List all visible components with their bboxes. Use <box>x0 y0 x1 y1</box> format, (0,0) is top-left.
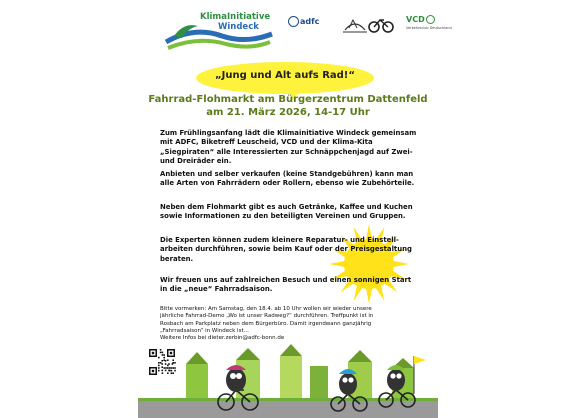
adfc-logo <box>288 16 319 27</box>
siegpiraten-logo <box>341 14 369 36</box>
contact-info: Weitere Infos bei dieter.zerbin@adfc-bonn.de <box>160 335 285 341</box>
qr-module <box>158 367 160 369</box>
qr-module <box>160 352 162 354</box>
qr-module <box>174 362 176 364</box>
qr-module <box>158 365 160 367</box>
qr-module <box>172 372 174 374</box>
qr-module <box>158 362 160 364</box>
event-title: Fahrrad-Flohmarkt am Bürgerzentrum Dattenfeld <box>148 94 428 105</box>
qr-module <box>161 360 163 362</box>
flyer <box>138 0 452 418</box>
qr-module <box>172 367 174 369</box>
paragraph-selling: Anbieten und selber verkaufen (keine Standgebühren) kann man alle Arten von Fahrrädern oder Rollern, ebenso wie Zubehörteile. <box>160 170 415 188</box>
adfc-logo-text: adfc <box>300 17 320 26</box>
qr-module <box>167 359 169 361</box>
qr-module <box>158 357 160 359</box>
qr-module <box>161 363 163 365</box>
event-date: am 21. März 2026, 14-17 Uhr <box>206 107 370 118</box>
qr-module <box>165 363 167 365</box>
qr-module <box>167 372 169 374</box>
qr-module <box>152 370 154 372</box>
qr-module <box>167 367 169 369</box>
qr-module <box>161 370 163 372</box>
qr-module <box>168 370 170 372</box>
qr-module <box>163 359 165 361</box>
vcd-heart-icon <box>426 15 435 24</box>
qr-module <box>165 370 167 372</box>
vcd-logo-subtitle: Verkehrsclub Deutschland <box>406 26 452 30</box>
slogan: „Jung und Alt aufs Rad!“ <box>215 70 355 81</box>
qr-module <box>161 366 163 368</box>
qr-module <box>165 360 167 362</box>
qr-module <box>165 367 167 369</box>
klima-logo-line2: Windeck <box>218 22 259 32</box>
qr-module <box>170 352 172 354</box>
demo-note: Bitte vormerken: Am Samstag, den 18.4. ab 10 Uhr wollen wir wieder unsere jährliche Fahrrad-Demo „Wo ist unser Radweg?“ durchführen. Treffpunkt ist in Rosbach am Parkplatz neben dem Bürgerbüro. Damit irgendwann ganzjährig „Fahrradsaison“ in Windeck ist... <box>160 306 374 334</box>
qr-module <box>172 363 174 365</box>
paragraph-intro: Zum Frühlingsanfang lädt die Klimainitiative Windeck gemeinsam mit ADFC, Biketreff Leuscheid, VCD und der Klima-Kita „Siegpiraten“ alle Interessierten zur Schnäppchenjagd auf Zwei- und Dreiräder ein. <box>160 129 417 165</box>
qr-module <box>158 370 160 372</box>
logo-bar <box>138 10 452 56</box>
qr-module <box>163 357 165 359</box>
qr-module <box>163 354 165 356</box>
qr-module <box>162 354 164 356</box>
qr-module <box>169 367 171 369</box>
adfc-ring-icon <box>288 16 299 27</box>
qr-module <box>160 362 162 364</box>
paragraph-refreshments: Neben dem Flohmarkt gibt es auch Getränke, Kaffee und Kuchen sowie Informationen zu den beteiligten Vereinen und Gruppen. <box>160 203 413 221</box>
qr-module <box>162 372 164 374</box>
qr-module <box>172 359 174 361</box>
qr-module <box>168 363 170 365</box>
qr-module <box>152 352 154 354</box>
paragraph-closing: Wir freuen uns auf zahlreichen Besuch und einen sonnigen Start in die „neue“ Fahrradsaison. <box>160 276 412 294</box>
qr-module <box>171 372 173 374</box>
biketreff-logo <box>368 16 394 34</box>
qr-module <box>160 349 162 351</box>
vcd-logo <box>406 15 452 30</box>
vcd-logo-text: VCD <box>406 15 425 24</box>
klima-logo-line1: KlimaInitiative <box>200 12 271 22</box>
qr-module <box>167 365 169 367</box>
qr-module <box>163 367 165 369</box>
qr-module <box>174 367 176 369</box>
qr-module <box>174 370 176 372</box>
qr-module <box>171 367 173 369</box>
qr-module <box>162 352 164 354</box>
paragraph-experts: Die Experten können zudem kleinere Reparatur- und Einstell-arbeiten durchführen, sowie beim Kauf oder der Preisgestaltung beraten. <box>160 236 412 263</box>
qr-module <box>171 370 173 372</box>
qr-code[interactable] <box>148 348 176 376</box>
town-cyclists-illustration <box>138 336 438 418</box>
